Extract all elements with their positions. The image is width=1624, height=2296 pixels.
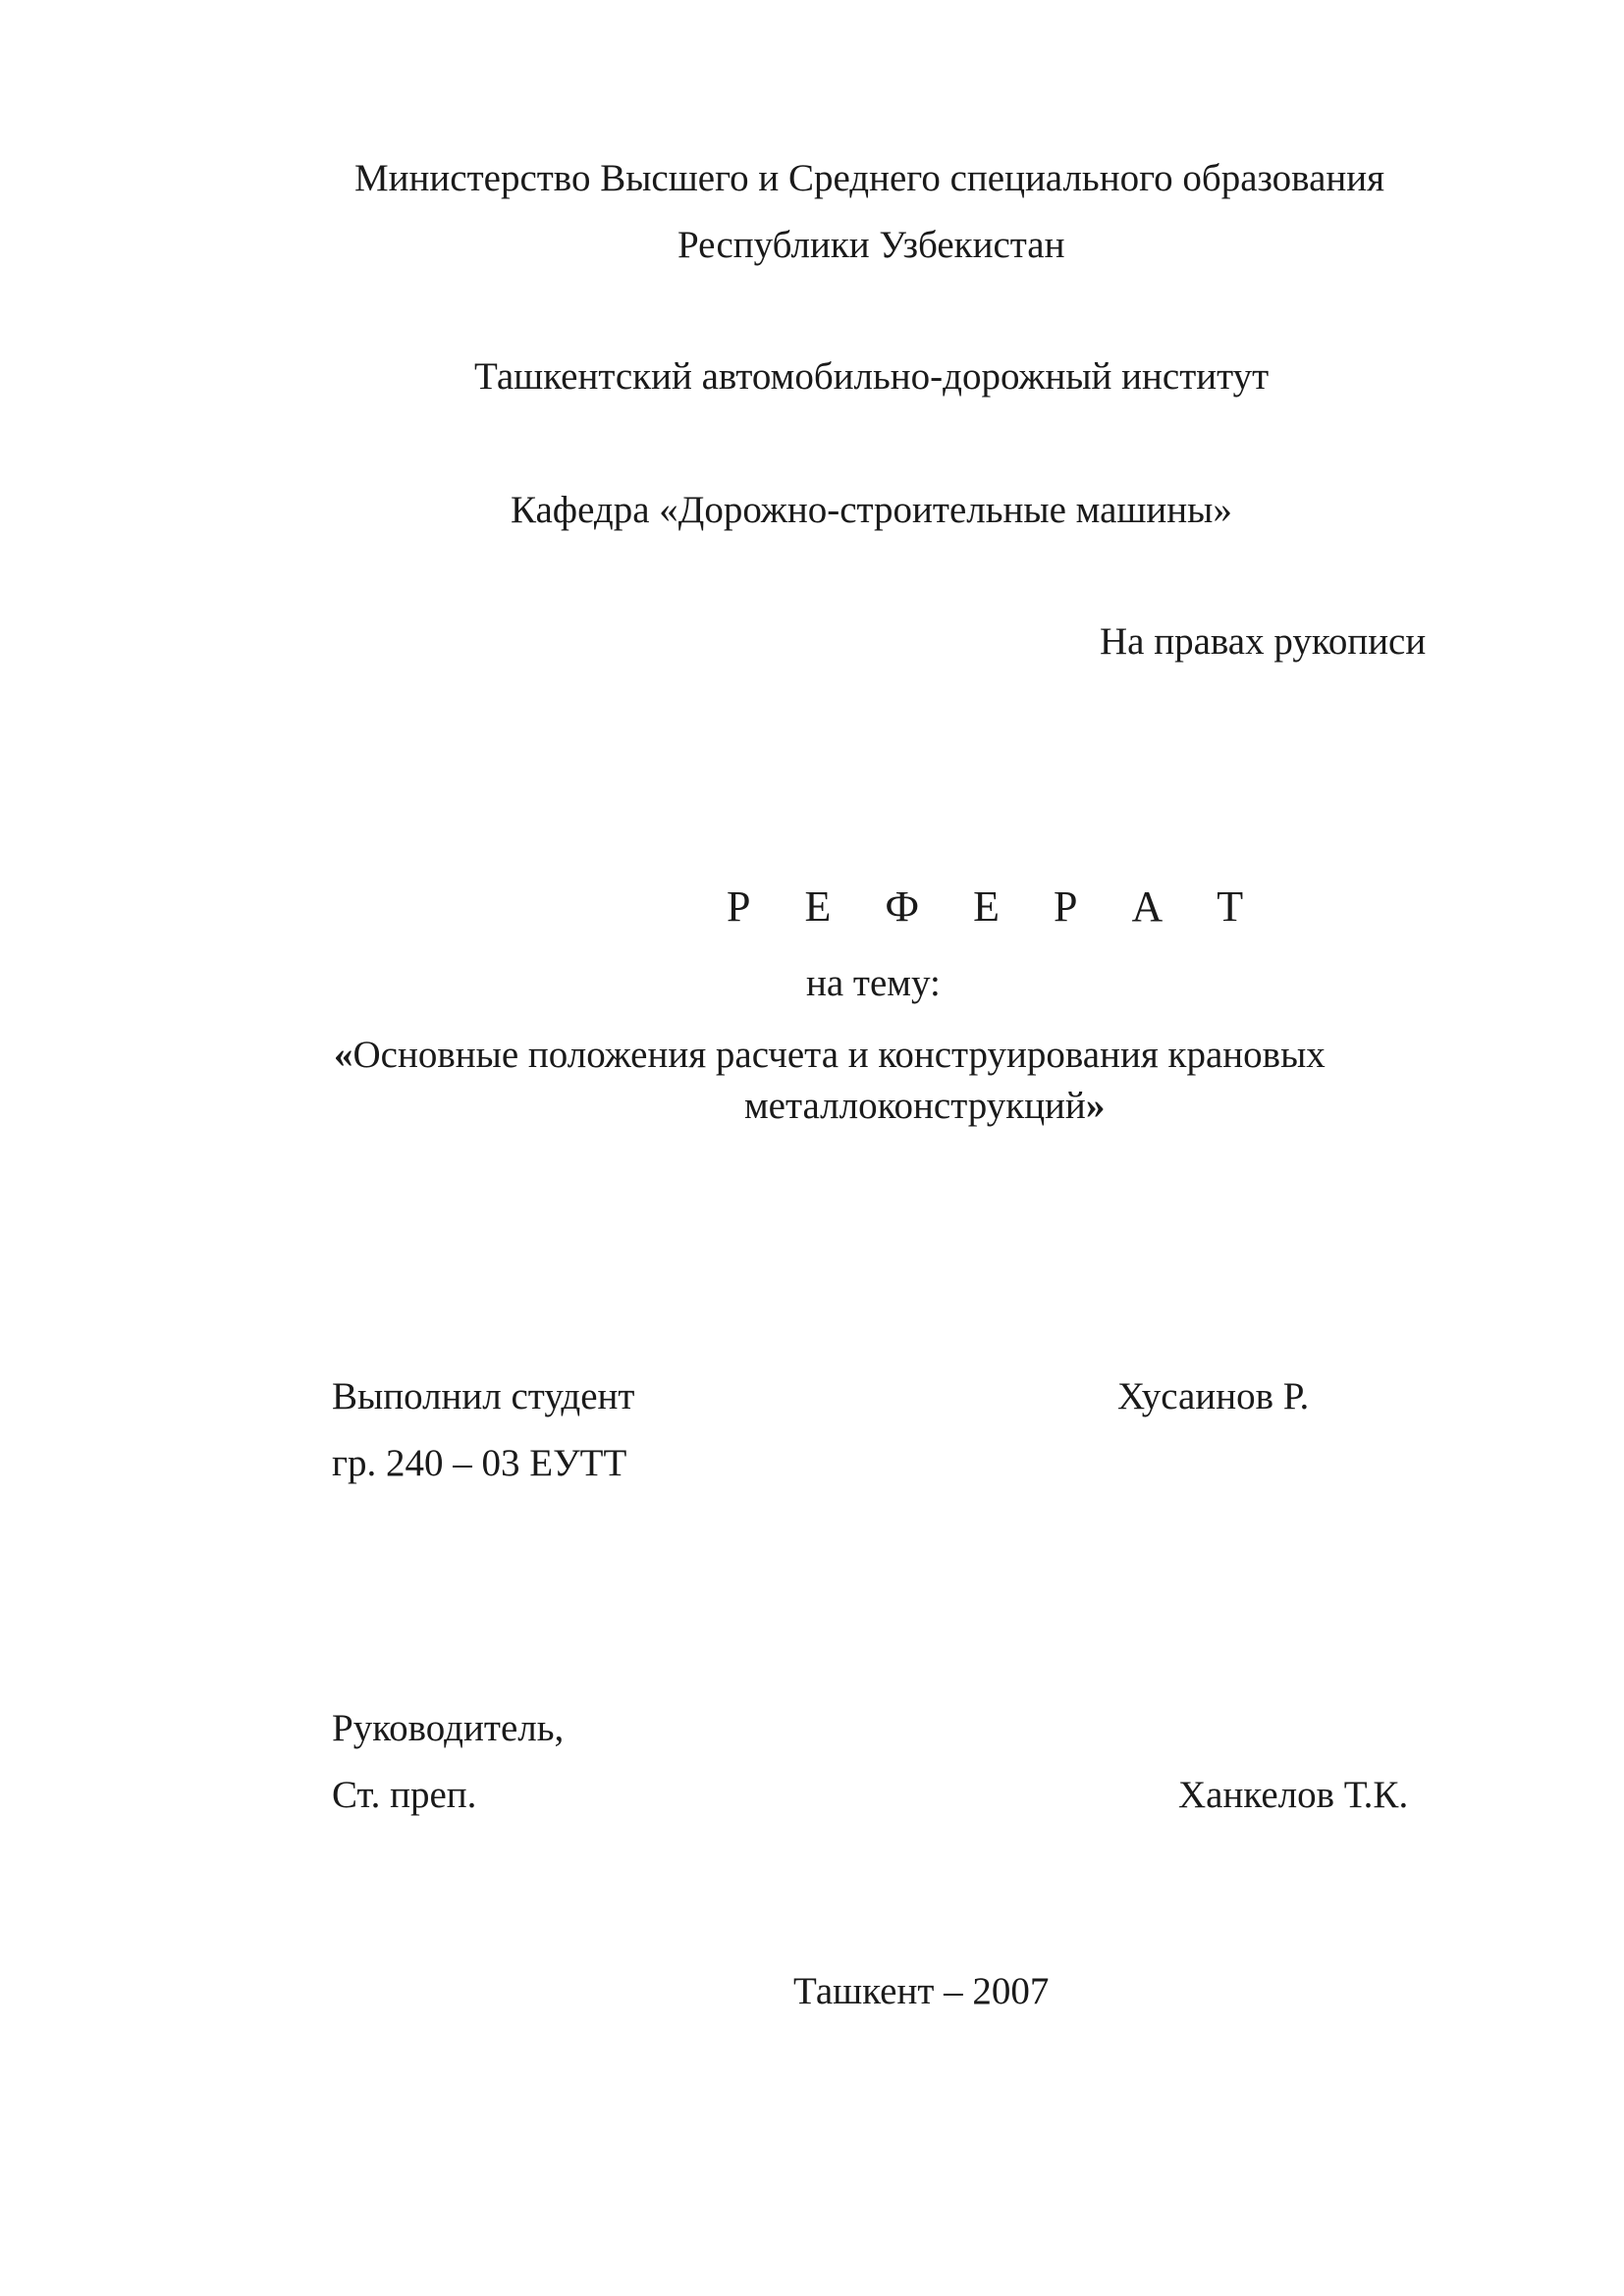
- author-name: Хусаинов Р.: [1117, 1375, 1310, 1417]
- institute-name: Ташкентский автомобильно-дорожный институт: [474, 355, 1270, 398]
- topic-text-2: металлоконструкций: [744, 1085, 1086, 1127]
- supervisor-label: Руководитель,: [332, 1707, 565, 1749]
- topic-text-1: Основные положения расчета и конструирования крановых: [352, 1034, 1326, 1076]
- author-group: гр. 240 – 03 ЕУТТ: [332, 1442, 627, 1484]
- supervisor-name: Ханкелов Т.К.: [1178, 1774, 1409, 1816]
- on-topic-label: на тему:: [806, 962, 941, 1004]
- manuscript-note: На правах рукописи: [1100, 620, 1427, 663]
- supervisor-position: Ст. преп.: [332, 1774, 477, 1816]
- topic-line-2: [744, 1087, 1105, 1125]
- document-type-title: Р Е Ф Е Р А Т: [727, 882, 1266, 931]
- ministry-line-2: Республики Узбекистан: [677, 224, 1065, 266]
- author-label: Выполнил студент: [332, 1375, 635, 1417]
- topic-close-quote: »: [1085, 1085, 1106, 1127]
- topic-line-1: [334, 1036, 1326, 1074]
- topic-open-quote: «: [334, 1034, 353, 1076]
- ministry-line-1: Министерство Высшего и Среднего специального образования: [354, 157, 1385, 199]
- department-name: Кафедра «Дорожно-строительные машины»: [511, 489, 1232, 531]
- city-year: Ташкент – 2007: [793, 1970, 1050, 2012]
